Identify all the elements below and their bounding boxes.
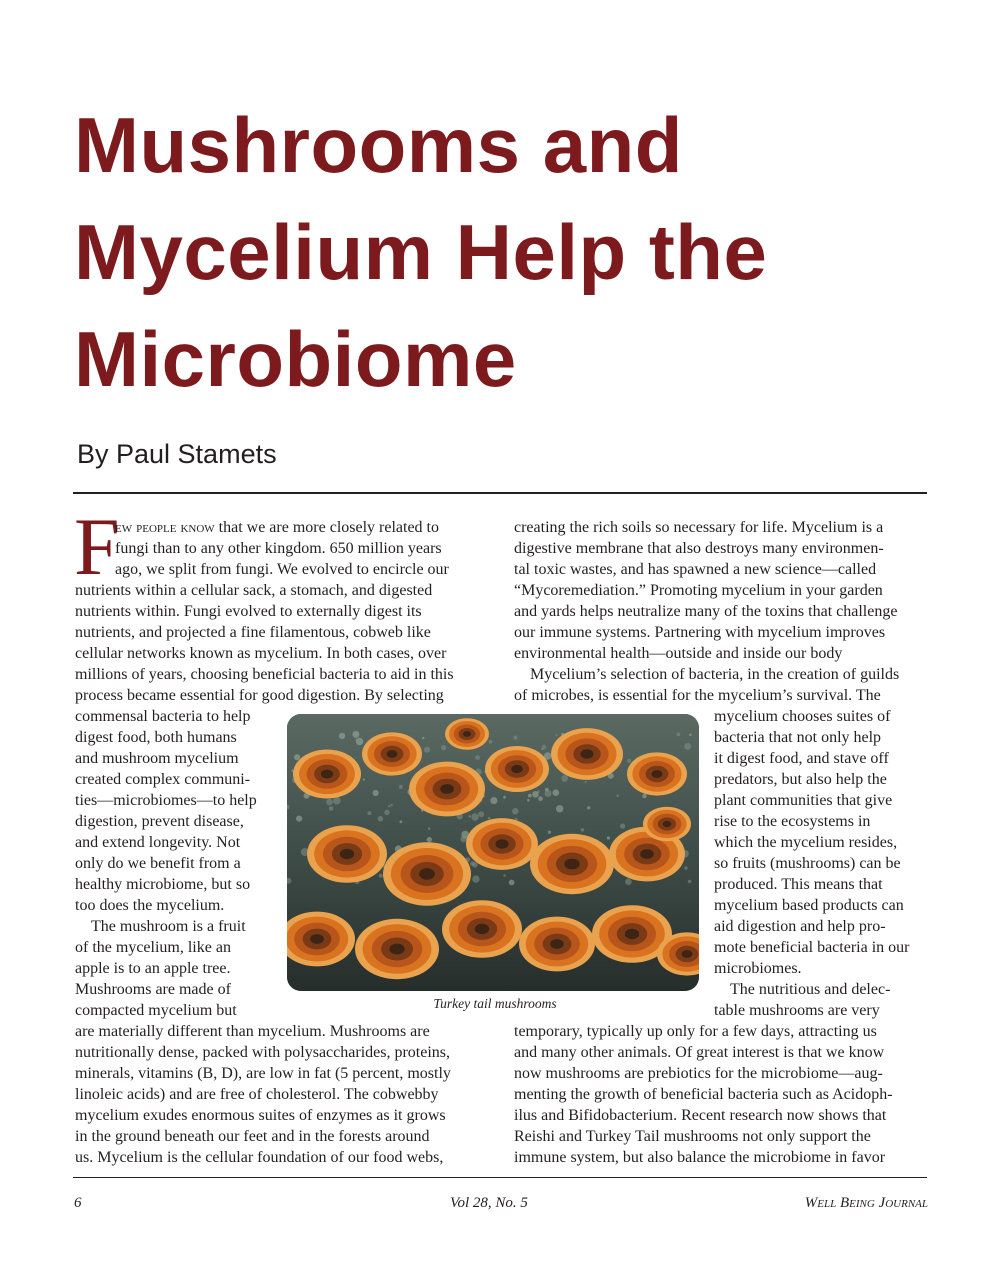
col-left-line: created complex communi- [75,771,251,788]
lichen-speck [379,874,383,878]
col-left-line: only do we benefit from a [75,855,241,872]
col-left-line: nutritionally dense, packed with polysaccharides, proteins, [75,1044,451,1061]
col-right-line: Mycelium’s selection of bacteria, in the creation of guilds [530,666,900,683]
col-right-line: Reishi and Turkey Tail mushrooms not only support the [514,1128,871,1145]
lichen-speck [556,805,563,812]
col-left-line: compacted mycelium but [75,1002,237,1019]
lichen-speck [441,745,446,750]
lichen-speck [363,779,365,781]
col-left-line: mycelium exudes enormous suites of enzymes as it grows [75,1107,446,1124]
lichen-speck [294,754,300,760]
col-left-line: cellular networks known as mycelium. In both cases, over [75,645,447,662]
lichen-speck [478,811,484,817]
lichen-speck [470,861,475,866]
col-right-line: rise to the ecosystems in [714,813,871,830]
col-right-line: immune system, but also balance the microbiome in favor [514,1149,886,1166]
mushroom-cap [627,752,687,795]
col-left-line: nutrients within. Fungi evolved to externally digest its [75,603,422,620]
col-left-line: and extend longevity. Not [75,834,241,851]
lichen-speck [553,789,560,796]
col-right-line: mycelium based products can [714,897,904,914]
lichen-speck [581,828,585,832]
lichen-speck [296,816,302,822]
lichen-speck [373,790,379,796]
mushroom-cap [409,762,485,817]
col-right-line: our immune systems. Partnering with mycelium improves [514,624,886,641]
lichen-speck [561,775,568,782]
mushroom-cap [519,917,595,972]
col-left-line: healthy microbiome, but so [75,876,251,893]
mushroom-cap [445,718,489,750]
title-line-3: Microbiome [74,315,517,403]
title-line-1: Mushrooms and [74,101,683,189]
col-right-line: it digest food, and stave off [714,750,889,767]
turkey-tail-photo [287,714,699,991]
col-left-line: us. Mycelium is the cellular foundation of our food webs, [75,1149,444,1166]
lichen-speck [684,866,687,869]
lichen-speck [642,794,646,798]
lichen-speck [620,824,625,829]
lichen-speck [329,806,334,811]
mushroom-cap [485,746,549,792]
mushroom-cap [383,842,471,905]
col-right-line: mycelium chooses suites of [714,708,891,725]
mushroom-cap [362,732,422,775]
col-left-line: minerals, vitamins (B, D), are low in fat (5 percent, mostly [75,1065,451,1082]
article-title [74,92,934,413]
lichen-speck [627,759,631,763]
col-right-line: microbiomes. [714,960,802,977]
lichen-speck [509,880,515,886]
col-left-line: are materially different than mycelium. Mushrooms are [75,1023,430,1040]
lichen-speck [469,815,471,817]
col-left-line: commensal bacteria to help [75,708,251,725]
lichen-speck [585,781,587,783]
col-left-line: too does the mycelium. [75,897,225,914]
mushroom-cap [643,807,691,842]
lichen-speck [689,734,692,737]
byline: By Paul Stamets [77,439,277,469]
col-left-line: and mushroom mycelium [75,750,239,767]
lichen-speck [400,820,403,823]
col-right-line: of microbes, is essential for the mycelium’s survival. The [514,687,881,704]
col-right-line: ilus and Bifidobacterium. Recent research now shows that [514,1107,887,1124]
col-left-line: digest food, both humans [75,729,237,746]
lichen-speck [537,790,540,793]
lichen-speck [475,755,480,760]
lichen-speck [677,732,681,736]
col-left-line: fungi than to any other kingdom. 650 million years [115,540,442,557]
lichen-speck [607,836,610,839]
lichen-speck [556,734,558,736]
photo-caption: Turkey tail mushrooms [433,996,557,1011]
lichen-speck [378,816,384,822]
page-number: 6 [74,1195,82,1211]
lichen-speck [352,731,359,738]
footer-divider [73,1177,927,1178]
lichen-speck [514,736,518,740]
col-right-line: temporary, typically up only for a few days, attracting us [514,1023,877,1040]
col-left-line: of the mycelium, like an [75,939,231,956]
col-right-line: “Mycoremediation.” Promoting mycelium in your garden [514,582,883,599]
col-right-line: menting the growth of beneficial bacteria such as Acidoph- [514,1086,893,1103]
lichen-speck [625,878,632,885]
col-right-line: creating the rich soils so necessary for life. Mycelium is a [514,519,884,536]
col-right-line: aid digestion and help pro- [714,918,886,935]
mushroom-cap [466,818,538,870]
col-left-line: nutrients within a cellular sack, a stomach, and digested [75,582,433,599]
mushroom-cap [307,825,387,883]
lichen-speck [339,733,345,739]
lichen-speck [422,737,424,739]
issue-volume: Vol 28, No. 5 [450,1195,528,1211]
lichen-speck [390,804,393,807]
col-right-line: digestive membrane that also destroys many environmen- [514,540,884,557]
lichen-speck [684,743,691,750]
col-right-line: bacteria that not only help [714,729,882,746]
mushroom-cap [442,900,522,958]
lichen-speck [472,875,479,882]
lichen-speck [326,799,333,806]
mushroom-cap [551,728,623,780]
journal-name: Well Being Journal [804,1195,928,1211]
col-right-line: tal toxic wastes, and has spawned a new science—called [514,561,877,578]
lichen-speck [424,747,430,753]
lichen-speck [545,790,552,797]
lichen-speck [616,795,619,798]
drop-cap: F [74,501,120,592]
col-left-line: process became essential for good digestion. By selecting [75,687,444,704]
col-right-line: produced. This means that [714,876,883,893]
lichen-speck [388,805,390,807]
lichen-speck [471,813,478,820]
lichen-speck [587,806,590,809]
col-right-line: plant communities that give [714,792,893,809]
col-left-line: millions of years, choosing beneficial bacteria to aid in this [75,666,454,683]
col-left-line: nutrients, and projected a fine filamentous, cobweb like [75,624,431,641]
col-right-line: table mushrooms are very [714,1002,880,1019]
lichen-speck [538,796,543,801]
col-right-line: and many other animals. Of great interest is that we know [514,1044,885,1061]
lichen-speck [427,837,432,842]
col-right-line: so fruits (mushrooms) can be [714,855,901,872]
col-left-line: linoleic acids) and are free of cholesterol. The cobwebby [75,1086,439,1103]
lichen-speck [460,836,467,843]
col-left-line: ties—microbiomes—to help [75,792,257,809]
lichen-speck [355,738,357,740]
header-divider [73,492,927,494]
col-left-line: Mushrooms are made of [75,981,231,998]
lichen-speck [527,799,530,802]
lichen-speck [399,785,403,789]
col-right-line: The nutritious and delec- [730,981,891,998]
lichen-speck [688,880,692,884]
col-right-line: which the mycelium resides, [714,834,898,851]
mushroom-cap [293,750,361,799]
lichen-speck [548,831,551,834]
mushroom-cap [530,834,614,894]
lichen-speck [512,808,519,815]
col-left-line [115,517,439,538]
col-right-line: predators, but also help the [714,771,887,788]
col-right-line: and yards helps neutralize many of the toxins that challenge [514,603,898,620]
lichen-speck [489,740,493,744]
lichen-speck [428,827,431,830]
col-left-line: in the ground beneath our feet and in the forests around [75,1128,430,1145]
lichen-speck [368,811,372,815]
col-right-line: now mushrooms are prebiotics for the microbiome—aug- [514,1065,883,1082]
lichen-speck [490,797,497,804]
mushroom-illustration [287,714,699,991]
title-line-2: Mycelium Help the [74,208,768,296]
first-line-text: that we are more closely related to [218,519,439,536]
lichen-speck [503,796,506,799]
lichen-speck [488,817,491,820]
col-right-line: environmental health—outside and inside our body [514,645,843,662]
lichen-speck [528,794,532,798]
col-left-line: The mushroom is a fruit [91,918,246,935]
lichen-speck [541,748,544,751]
col-left-line: ago, we split from fungi. We evolved to encircle our [115,561,449,578]
lichen-speck [384,810,389,815]
col-left-line: digestion, prevent disease, [75,813,244,830]
mushroom-cap [355,919,439,979]
col-right-line: mote beneficial bacteria in our [714,939,910,956]
lichen-speck [503,874,506,877]
col-left-line: apple is to an apple tree. [75,960,231,977]
smallcaps-lead: ew people know [115,519,215,536]
